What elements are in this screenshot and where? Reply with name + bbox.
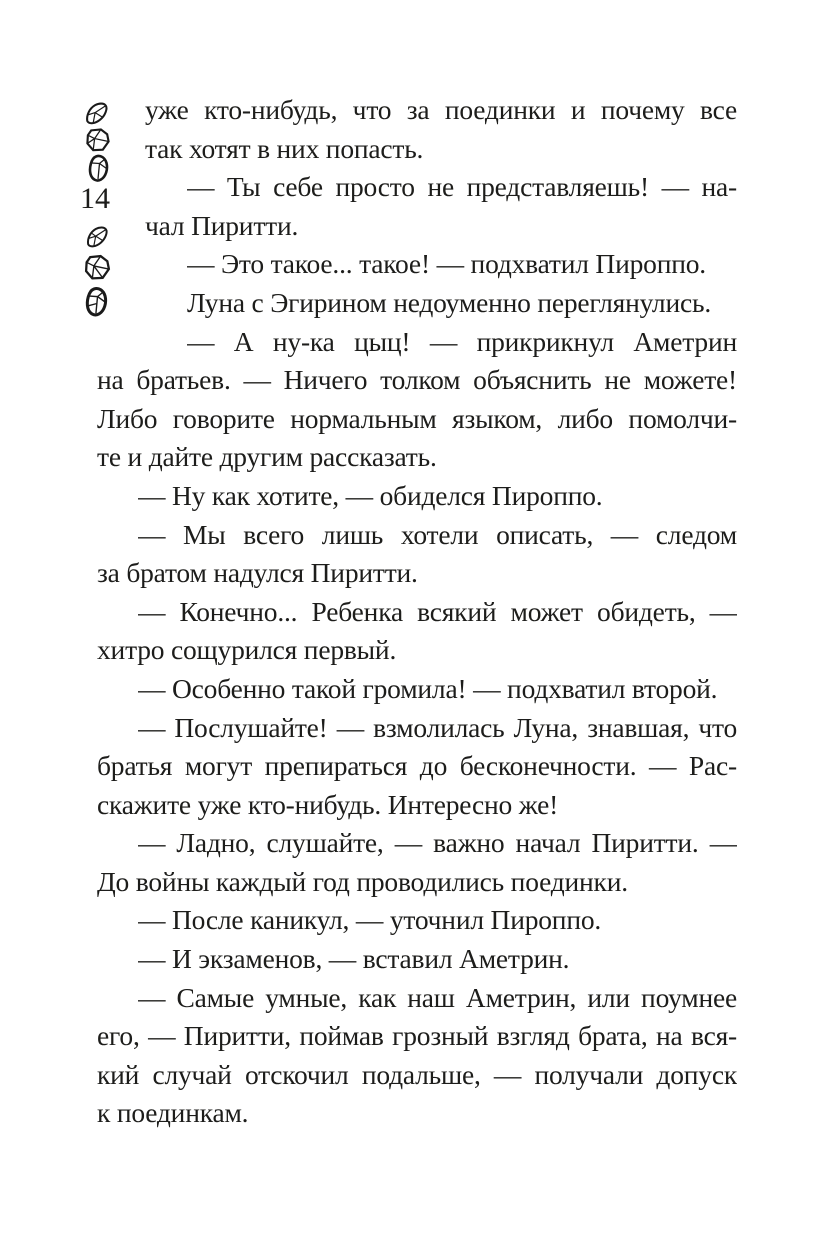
text-line: — И экзаменов, — вставил Аметрин. xyxy=(138,943,570,975)
text-line: на братьев. — Ничего толком объяснить не можете! xyxy=(97,364,737,396)
text-line: за братом надулся Пиритти. xyxy=(97,557,418,589)
text-line: До войны каждый год проводились поединки. xyxy=(97,865,628,897)
text-line: — После каникул, — уточнил Пироппо. xyxy=(138,904,602,936)
paragraph xyxy=(97,670,737,709)
text-line: так хотят в них попасть. xyxy=(145,132,424,164)
text-line: — Мы всего лишь хотели описать, — следом xyxy=(138,518,737,550)
text-line: — Ну как хотите, — обиделся Пироппо. xyxy=(138,479,603,511)
text-line: к поединкам. xyxy=(97,1097,249,1129)
paragraph xyxy=(97,901,737,940)
text-line: — Конечно... Ребенка всякий может обидеть, — xyxy=(138,595,737,627)
paragraph xyxy=(97,979,737,1133)
paragraph xyxy=(97,323,737,477)
paragraph xyxy=(97,91,737,168)
page-text xyxy=(97,91,737,1133)
text-line: братья могут препираться до бесконечности. — Рас- xyxy=(97,750,737,782)
text-line: уже кто-нибудь, что за поединки и почему все xyxy=(145,94,737,125)
text-line: Луна с Эгирином недоуменно переглянулись. xyxy=(187,286,711,318)
text-line: чал Пиритти. xyxy=(145,209,299,241)
paragraph xyxy=(97,245,737,284)
text-line: — Ладно, слушайте, — важно начал Пиритти. — xyxy=(138,827,737,859)
text-line: скажите уже кто-нибудь. Интересно же! xyxy=(97,788,559,820)
paragraph xyxy=(97,284,737,323)
text-line: — Особенно такой громила! — подхватил второй. xyxy=(138,672,718,704)
text-line: — Послушайте! — взмолилась Луна, знавшая, что xyxy=(138,711,737,743)
text-line: — Это такое... такое! — подхватил Пироппо. xyxy=(187,248,706,280)
text-line: Либо говорите нормальным языком, либо помолчи- xyxy=(97,402,737,434)
paragraph xyxy=(97,940,737,979)
paragraph xyxy=(97,709,737,825)
paragraph xyxy=(97,593,737,670)
text-line: — А ну-ка цыц! — прикрикнул Аметрин xyxy=(187,325,737,357)
page-number: 14 xyxy=(80,182,110,215)
paragraph xyxy=(97,824,737,901)
text-line: — Ты себе просто не представляешь! — на- xyxy=(187,171,737,203)
paragraph xyxy=(97,477,737,516)
text-line: кий случай отскочил подальше, — получали допуск xyxy=(97,1058,737,1090)
text-line: — Самые умные, как наш Аметрин, или поумнее xyxy=(138,981,737,1013)
paragraph xyxy=(97,168,737,245)
paragraph xyxy=(97,516,737,593)
text-line: те и дайте другим рассказать. xyxy=(97,441,437,473)
text-line: его, — Пиритти, поймав грозный взгляд брата, на вся- xyxy=(97,1020,737,1052)
text-line: хитро сощурился первый. xyxy=(97,634,397,666)
